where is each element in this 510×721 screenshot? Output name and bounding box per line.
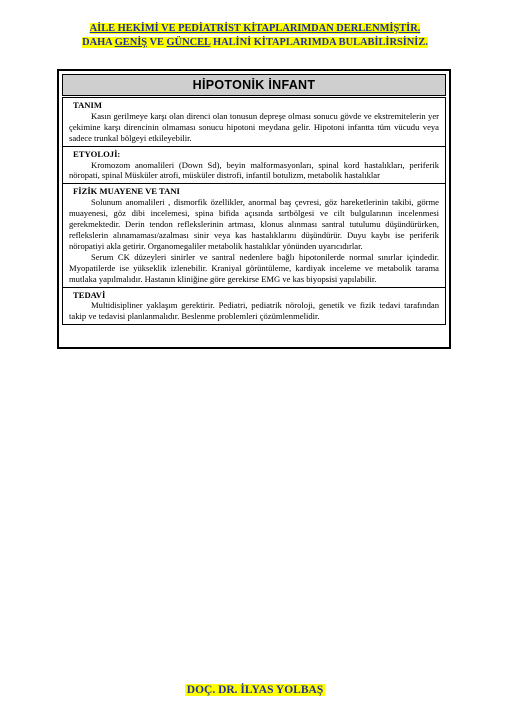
section-etyoloji <box>62 147 446 185</box>
section-fizik-muayene <box>62 184 446 287</box>
header-line-2-part-e: HALİNİ KİTAPLARIMDA BULABİLİRSİNİZ. <box>210 37 428 48</box>
header-line-2-emph-genis: GENİŞ <box>114 37 148 48</box>
header-line-2-emph-guncel: GÜNCEL <box>166 37 211 48</box>
header-line-2 <box>0 36 510 50</box>
section-heading: TANIM <box>73 100 102 110</box>
section-tedavi <box>62 288 446 326</box>
section-paragraph: Multidisipliner yaklaşım gerektirir. Pediatri, pediatrik nöroloji, genetik ve fizik tedavi tarafından takip ve tedavisi planlanmalıdır. Beslenme problemleri çözümlenmelidir. <box>69 300 439 322</box>
section-heading: FİZİK MUAYENE VE TANI <box>73 186 180 197</box>
header-banner <box>0 22 510 50</box>
section-heading: ETYOLOJİ: <box>73 148 121 159</box>
document-title: HİPOTONİK İNFANT <box>62 74 446 96</box>
section-tanim <box>62 97 446 147</box>
author-name: DOÇ. DR. İLYAS YOLBAŞ <box>186 684 324 696</box>
section-heading: TEDAVİ <box>73 289 106 300</box>
section-paragraph: Serum CK düzeyleri sinirler ve santral nedenlere bağlı hipotonilerde normal sınırlar içindedir. Myopatilerde ise yükseklik izlenebilir. Kraniyal görüntüleme, kardiyak inceleme ve metabolik tarama mutlaka yapılmalıdır. Hastanın kliniğine göre gerekirse EMG ve kas biyopsisi yapılabilir. <box>69 251 439 284</box>
author-footer <box>0 684 510 696</box>
section-paragraph: Solunum anomalileri , dismorfik özellikler, anormal baş çevresi, göz hareketlerinin takibi, görme muayenesi, göz dibi incelemesi, spina bifida açısında sırtbölgesi ve cilt bulgularının incelenmesi gerekmektedir. Derin tendon reflekslerinin artması, klonus alınması santral tutulumu düşündürürken, reflekslerin alınamaması/azalması sinir veya kas hastalıklarını düşündürür. Duyu kaybı ise periferik nöropatiyi akla getirir. Organomegaliler metabolik hastalıklar yönünden uyarıcıdırlar. <box>69 197 439 251</box>
header-line-1-text: AİLE HEKİMİ VE PEDİATRİST KİTAPLARIMDAN DERLENMİŞTİR. <box>89 23 421 34</box>
header-line-2-part-c: VE <box>147 37 167 48</box>
section-paragraph: Kromozom anomalileri (Down Sd), beyin malformasyonları, spinal kord hastalıkları, periferik nöropati, spinal Müsküler atrofi, müsküler distrofi, infantil botulizm, metabolik hastalıklar <box>69 159 439 181</box>
header-line-1 <box>0 22 510 36</box>
content-frame <box>57 69 451 349</box>
header-line-2-part-a: DAHA <box>82 37 115 48</box>
section-paragraph: Kasın gerilmeye karşı olan direnci olan tonusun depreşe olması sonucu gövde ve ekstremitelerin yer çekimine karşı direncinin olmaması sonucu hipotoni meydana gelir. Hipotoni infantta tüm vücudu veya sadece trunkal bölgeyi etkileyebilir. <box>69 110 439 143</box>
